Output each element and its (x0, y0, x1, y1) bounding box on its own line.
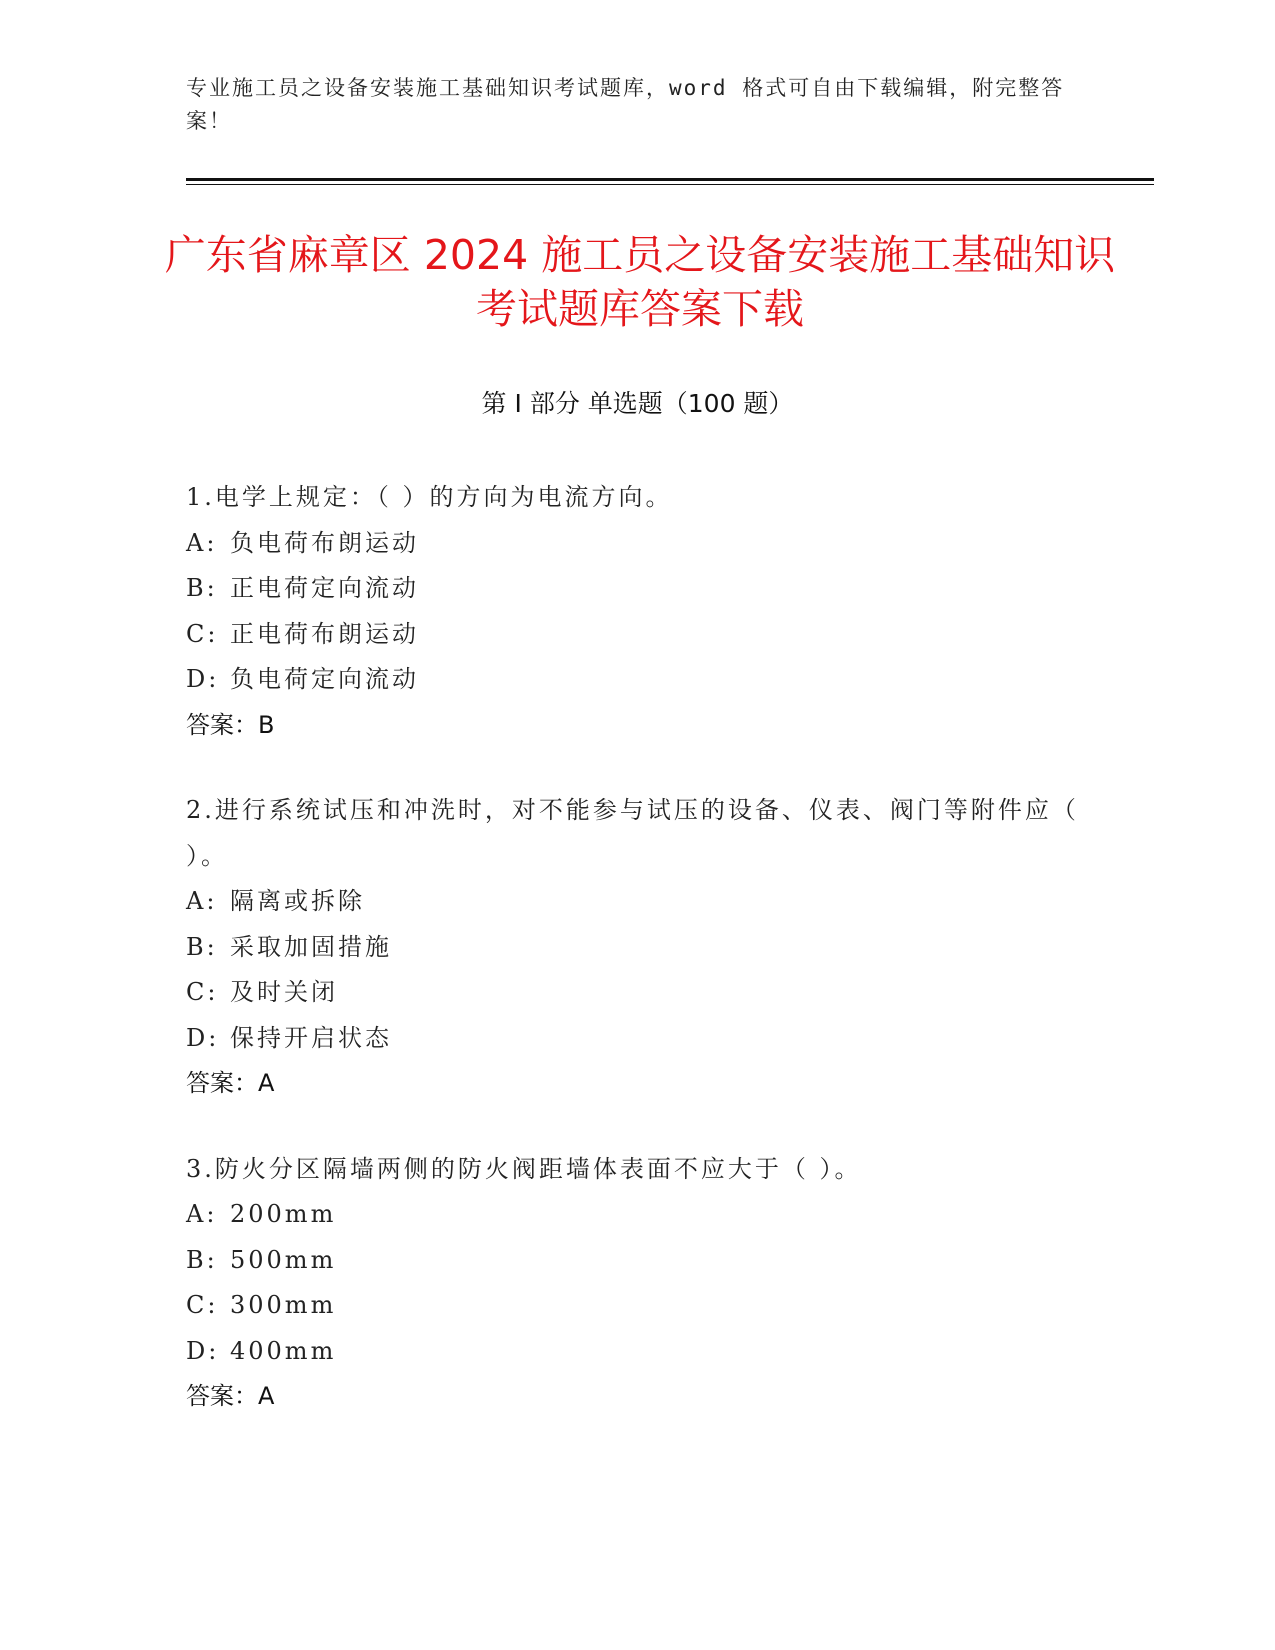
question-stem: 3.防火分区隔墙两侧的防火阀距墙体表面不应大于（ ）。 (186, 1154, 862, 1183)
option-b (186, 925, 1086, 971)
question-1 (186, 475, 1086, 748)
option-d (186, 1329, 1086, 1375)
option-text: 正电荷布朗运动 (230, 619, 419, 648)
option-label: D: (186, 1336, 220, 1365)
option-text: 及时关闭 (230, 978, 338, 1006)
option-text: 500mm (230, 1245, 337, 1274)
option-label: C: (186, 1291, 219, 1319)
header-rule-thick (186, 178, 1154, 181)
document-title: 广东省麻章区 2024 施工员之设备安装施工基础知识考试题库答案下载 (164, 231, 1116, 333)
option-c (186, 1283, 1086, 1329)
option-text: 200mm (230, 1200, 337, 1228)
option-text: 正电荷定向流动 (230, 574, 419, 602)
answer: 答案：B (186, 710, 275, 739)
option-c (186, 612, 1086, 658)
option-a (186, 1192, 1086, 1238)
option-label: C: (186, 978, 219, 1006)
question-list (186, 475, 1086, 1460)
option-label: B: (186, 932, 218, 961)
option-text: 300mm (230, 1291, 337, 1319)
option-text: 采取加固措施 (230, 932, 392, 961)
section-heading: 第 I 部分 单选题（100 题） (481, 389, 794, 418)
option-label: D: (186, 1023, 220, 1052)
option-b (186, 566, 1086, 612)
question-2 (186, 788, 1086, 1107)
option-label: A: (186, 528, 218, 557)
option-text: 保持开启状态 (230, 1023, 392, 1052)
question-3 (186, 1147, 1086, 1420)
option-label: B: (186, 1245, 218, 1274)
option-label: A: (186, 1200, 218, 1228)
option-label: B: (186, 574, 218, 602)
option-text: 负电荷定向流动 (230, 665, 419, 693)
answer: 答案：A (186, 1382, 275, 1410)
option-text: 隔离或拆除 (230, 887, 365, 915)
option-text: 负电荷布朗运动 (230, 528, 419, 557)
option-a (186, 521, 1086, 567)
question-stem: 1.电学上规定：（ ）的方向为电流方向。 (186, 483, 673, 511)
question-stem: 2.进行系统试压和冲洗时，对不能参与试压的设备、仪表、阀门等附件应（ ）。 (186, 796, 1079, 870)
option-text: 400mm (230, 1336, 337, 1365)
option-b (186, 1238, 1086, 1284)
option-a (186, 879, 1086, 925)
option-d (186, 1016, 1086, 1062)
answer: 答案：A (186, 1069, 275, 1097)
option-label: C: (186, 619, 219, 648)
option-d (186, 657, 1086, 703)
header-rule-thin (186, 184, 1154, 185)
option-label: A: (186, 887, 218, 915)
option-c (186, 970, 1086, 1016)
intro-text: 专业施工员之设备安装施工基础知识考试题库，word 格式可自由下载编辑，附完整答案！ (186, 76, 1065, 133)
option-label: D: (186, 665, 220, 693)
